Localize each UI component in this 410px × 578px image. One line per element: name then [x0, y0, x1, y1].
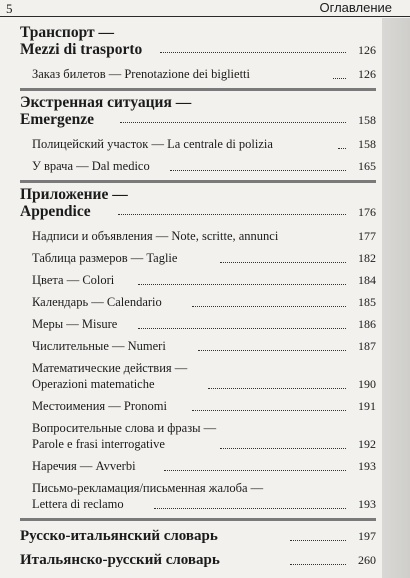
entry-page-number: 182	[358, 251, 376, 265]
entry-title: Итальянско-русский словарь	[20, 552, 220, 568]
toc-entry[interactable]	[20, 398, 376, 414]
entry-page-number: 193	[358, 459, 376, 473]
toc-entry[interactable]	[20, 480, 376, 512]
page-number: 5	[6, 1, 13, 16]
leader-dots	[198, 350, 346, 351]
toc-entry[interactable]	[20, 458, 376, 474]
section-page-number: 176	[358, 205, 376, 219]
toc-entry[interactable]	[20, 360, 376, 392]
section-divider	[20, 88, 376, 91]
table-of-contents	[20, 24, 376, 570]
entry-page-number: 158	[358, 137, 376, 151]
section-heading-appendix[interactable]	[20, 186, 128, 220]
leader-dots	[208, 388, 346, 389]
entry-page-number: 260	[358, 553, 376, 567]
toc-entry[interactable]	[20, 338, 376, 354]
toc-entry[interactable]	[20, 250, 376, 266]
entry-page-number: 184	[358, 273, 376, 287]
entry-title-line1: Письмо-рекламация/письменная жалоба —	[32, 481, 264, 495]
section-page-number: 158	[358, 113, 376, 127]
leader-dots	[338, 148, 346, 149]
running-title: Оглавление	[319, 0, 392, 15]
entry-page-number: 126	[358, 67, 376, 81]
section-divider	[20, 518, 376, 521]
leader-dots	[192, 410, 346, 411]
leader-dots	[160, 52, 346, 53]
toc-entry[interactable]	[20, 158, 376, 174]
section-heading-transport[interactable]	[20, 24, 142, 58]
section-title-ru: Транспорт —	[20, 24, 115, 41]
section-title-it: Mezzi di trasporto	[20, 41, 143, 58]
entry-title: Местоимения — Pronomi	[32, 399, 167, 413]
toc-entry[interactable]	[20, 272, 376, 288]
entry-page-number: 191	[358, 399, 376, 413]
entry-title: Parole e frasi interrogative	[32, 437, 165, 451]
leader-dots	[290, 564, 346, 565]
entry-title: Надписи и объявления — Note, scritte, annunci	[32, 229, 279, 243]
section-title-ru: Приложение —	[20, 186, 128, 203]
entry-title: Operazioni matematiche	[32, 377, 155, 391]
entry-title: Цвета — Colori	[32, 273, 115, 287]
leader-dots	[138, 328, 346, 329]
entry-title-line1: Вопросительные слова и фразы —	[32, 421, 217, 435]
leader-dots	[290, 540, 346, 541]
section-divider	[20, 180, 376, 183]
leader-dots	[192, 306, 346, 307]
toc-entry[interactable]	[20, 316, 376, 332]
leader-dots	[138, 284, 346, 285]
toc-entry[interactable]	[20, 420, 376, 452]
entry-title: Числительные — Numeri	[32, 339, 166, 353]
entry-page-number: 185	[358, 295, 376, 309]
page-header	[0, 0, 410, 17]
entry-page-number: 192	[358, 437, 376, 451]
section-title-it: Appendice	[20, 203, 91, 220]
entry-page-number: 190	[358, 377, 376, 391]
entry-page-number: 177	[358, 229, 376, 243]
section-title-it: Emergenze	[20, 111, 95, 128]
entry-page-number: 165	[358, 159, 376, 173]
toc-entry-dictionary-ru-it[interactable]	[20, 526, 376, 544]
entry-title-line1: Математические действия —	[32, 361, 188, 375]
leader-dots	[118, 214, 346, 215]
leader-dots	[120, 122, 346, 123]
section-title-ru: Экстренная ситуация —	[20, 94, 192, 111]
toc-entry[interactable]	[20, 228, 376, 244]
leader-dots	[220, 262, 346, 263]
toc-entry[interactable]	[20, 136, 376, 152]
entry-title-block	[32, 420, 216, 452]
leader-dots	[164, 470, 346, 471]
entry-title: Русско-итальянский словарь	[20, 528, 218, 544]
entry-title: Календарь — Calendario	[32, 295, 162, 309]
leader-dots	[170, 170, 346, 171]
leader-dots	[154, 508, 346, 509]
leader-dots	[333, 78, 346, 79]
adjacent-page-edge	[382, 18, 410, 578]
entry-page-number: 186	[358, 317, 376, 331]
toc-entry-dictionary-it-ru[interactable]	[20, 550, 376, 568]
entry-title: Lettera di reclamo	[32, 497, 124, 511]
entry-title: Заказ билетов — Prenotazione dei biglietti	[32, 67, 250, 81]
entry-title: Таблица размеров — Taglie	[32, 251, 178, 265]
section-page-number: 126	[358, 43, 376, 57]
entry-title-block	[32, 360, 187, 392]
entry-title: Полицейский участок — La centrale di polizia	[32, 137, 273, 151]
entry-page-number: 193	[358, 497, 376, 511]
entry-title: У врача — Dal medico	[32, 159, 150, 173]
entry-page-number: 187	[358, 339, 376, 353]
toc-entry[interactable]	[20, 66, 376, 82]
leader-dots	[220, 448, 346, 449]
entry-title: Меры — Misure	[32, 317, 118, 331]
entry-page-number: 197	[358, 529, 376, 543]
entry-title: Наречия — Avverbi	[32, 459, 136, 473]
toc-entry[interactable]	[20, 294, 376, 310]
